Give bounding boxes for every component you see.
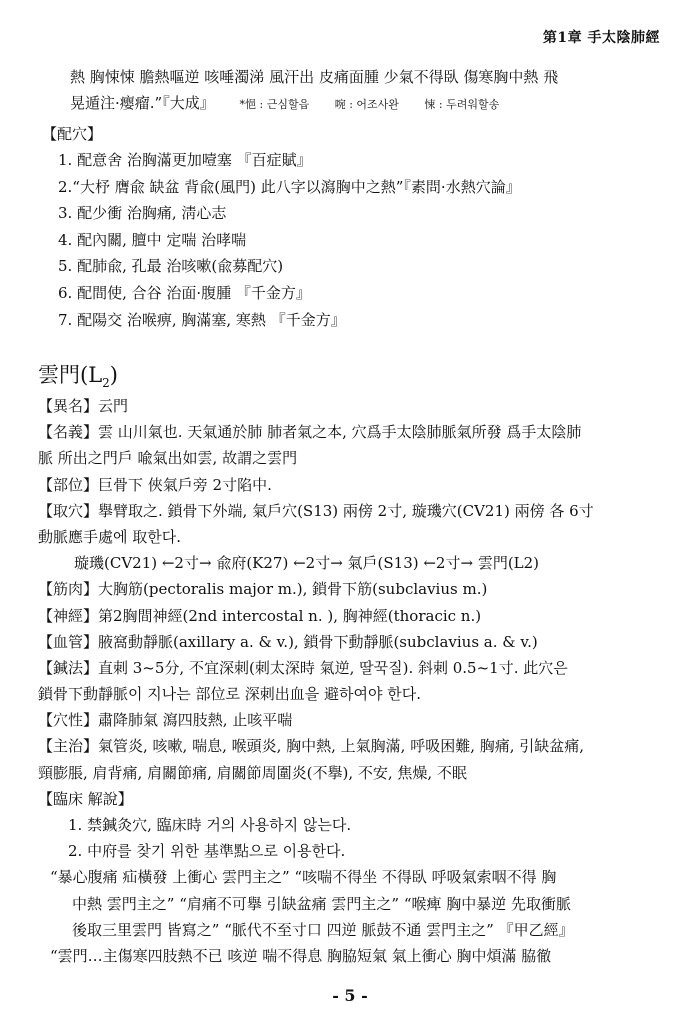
note-2: 啘 : 어조사완: [334, 98, 399, 111]
entry-clinic-heading: 【臨床 解說】: [38, 789, 133, 808]
point-entries: [38, 397, 663, 973]
entry-nature: 【穴性】肅降肺氣 瀉四肢熱, 止咳平喘: [38, 711, 293, 730]
page-number: - 5 -: [332, 986, 368, 1005]
pairing-item-3: 3. 配少衝 治胸痛, 淸心志: [58, 204, 227, 223]
note-3: 悚 : 두려워할송: [424, 98, 500, 111]
intro-continuation: [70, 68, 670, 120]
entry-method-1: 【取穴】擧臂取之. 鎖骨下外端, 氣戶穴(S13) 兩傍 2寸, 璇璣穴(CV21) 兩傍 各 6寸: [38, 501, 594, 520]
entry-quote-1c: 後取三里雲門 皆寫之” “脈代不至寸口 四逆 脈鼓不通 雲門主之” 『甲乙經』: [72, 920, 574, 939]
entry-clinic-2: 2. 中府를 찾기 위한 基準點으로 이용한다.: [68, 842, 346, 861]
pairing-item-1: 1. 配意舍 治胸滿更加噎塞 『百症賦』: [58, 151, 312, 169]
entry-quote-1b: 中熱 雲門主之” “肩痛不可擧 引缺盆痛 雲門主之” “喉痺 胸中暴逆 先取衝脈: [72, 894, 572, 913]
pairing-item-6: 6. 配間使, 合谷 治面·腹腫 『千金方』: [58, 283, 311, 302]
point-code: 2: [102, 376, 110, 391]
character-notes: [240, 98, 522, 111]
point-title: [38, 362, 118, 391]
entry-indication-2: 頸膨脹, 肩背痛, 肩關節痛, 肩關節周圍炎(不擧), 不安, 焦燥, 不眠: [38, 763, 467, 782]
pairing-item-4: 4. 配內關, 膻中 定喘 治哮喘: [58, 230, 247, 249]
intro-line-2: [70, 94, 670, 120]
pairing-item-7: 7. 配陽交 治喉痹, 胸滿塞, 寒熱 『千金方』: [58, 310, 346, 329]
point-name: 雲門(L: [38, 363, 103, 387]
intro-line-1: 熱 胸悚悚 膽熱嘔逆 咳唾濁涕 風汗出 皮痛面腫 少氣不得臥 傷寒胸中熱 飛: [70, 68, 559, 86]
entry-needle-1: 【鍼法】直刺 3~5分, 不宜深刺(刺太深時 氣逆, 딸꾹질). 斜刺 0.5~1寸. 此穴은: [38, 658, 568, 677]
point-suffix: ): [109, 363, 118, 387]
pairing-item-2: 2.“大杼 膺兪 缺盆 背兪(風門) 此八字以瀉胸中之熱”『素問·水熱穴論』: [58, 177, 521, 196]
note-1: *悒 : 근심할읍: [239, 98, 310, 111]
pairing-heading: 【配穴】: [42, 125, 103, 143]
entry-alias: 【異名】云門: [38, 397, 129, 415]
pairing-list: [58, 151, 521, 337]
entry-meaning-1: 【名義】雲 山川氣也. 天氣通於肺 肺者氣之本, 穴爲手太陰肺脈氣所發 爲手太陰肺: [38, 423, 582, 442]
intro-line-2-text: 晃遁注·瘿瘤.”『大成』: [70, 94, 215, 112]
entry-nerve: 【神經】第2胸間神經(2nd intercostal n. ), 胸神經(thoracic n.): [38, 606, 482, 625]
entry-vessel: 【血管】腋窩動靜脈(axillary a. & v.), 鎖骨下動靜脈(subclavius a. & v.): [38, 632, 538, 651]
entry-quote-1a: “暴心腹痛 疝橫發 上衝心 雲門主之” “咳喘不得坐 不得臥 呼吸氣索咽不得 胸: [50, 868, 557, 887]
entry-clinic-1: 1. 禁鍼灸穴, 臨床時 거의 사용하지 않는다.: [68, 816, 352, 834]
entry-method-2: 動脈應手處에 取한다.: [38, 527, 182, 546]
chapter-header: 第1章 手太陰肺經: [542, 30, 660, 46]
entry-needle-2: 鎖骨下動靜脈이 지나는 部位로 深刺出血을 避하여야 한다.: [38, 685, 422, 704]
entry-meaning-2: 脈 所出之門戶 喩氣出如雲, 故謂之雲門: [38, 449, 298, 468]
entry-quote-2a: “雲門…主傷寒四肢熱不已 咳逆 喘不得息 胸脇短氣 氣上衝心 胸中煩滿 脇徹: [50, 946, 552, 965]
entry-indication-1: 【主治】氣管炎, 咳嗽, 喘息, 喉頭炎, 胸中熱, 上氣胸滿, 呼吸困難, 胸痛, 引缺盆痛,: [38, 737, 585, 756]
pairing-item-5: 5. 配肺兪, 孔最 治咳嗽(兪募配穴): [58, 257, 284, 276]
entry-chain: 璇璣(CV21) ←2寸→ 兪府(K27) ←2寸→ 氣戶(S13) ←2寸→ 雲門(L2): [74, 554, 540, 573]
entry-location: 【部位】巨骨下 俠氣戶旁 2寸陷中.: [38, 475, 272, 494]
entry-muscle: 【筋肉】大胸筋(pectoralis major m.), 鎖骨下筋(subclavius m.): [38, 580, 488, 599]
